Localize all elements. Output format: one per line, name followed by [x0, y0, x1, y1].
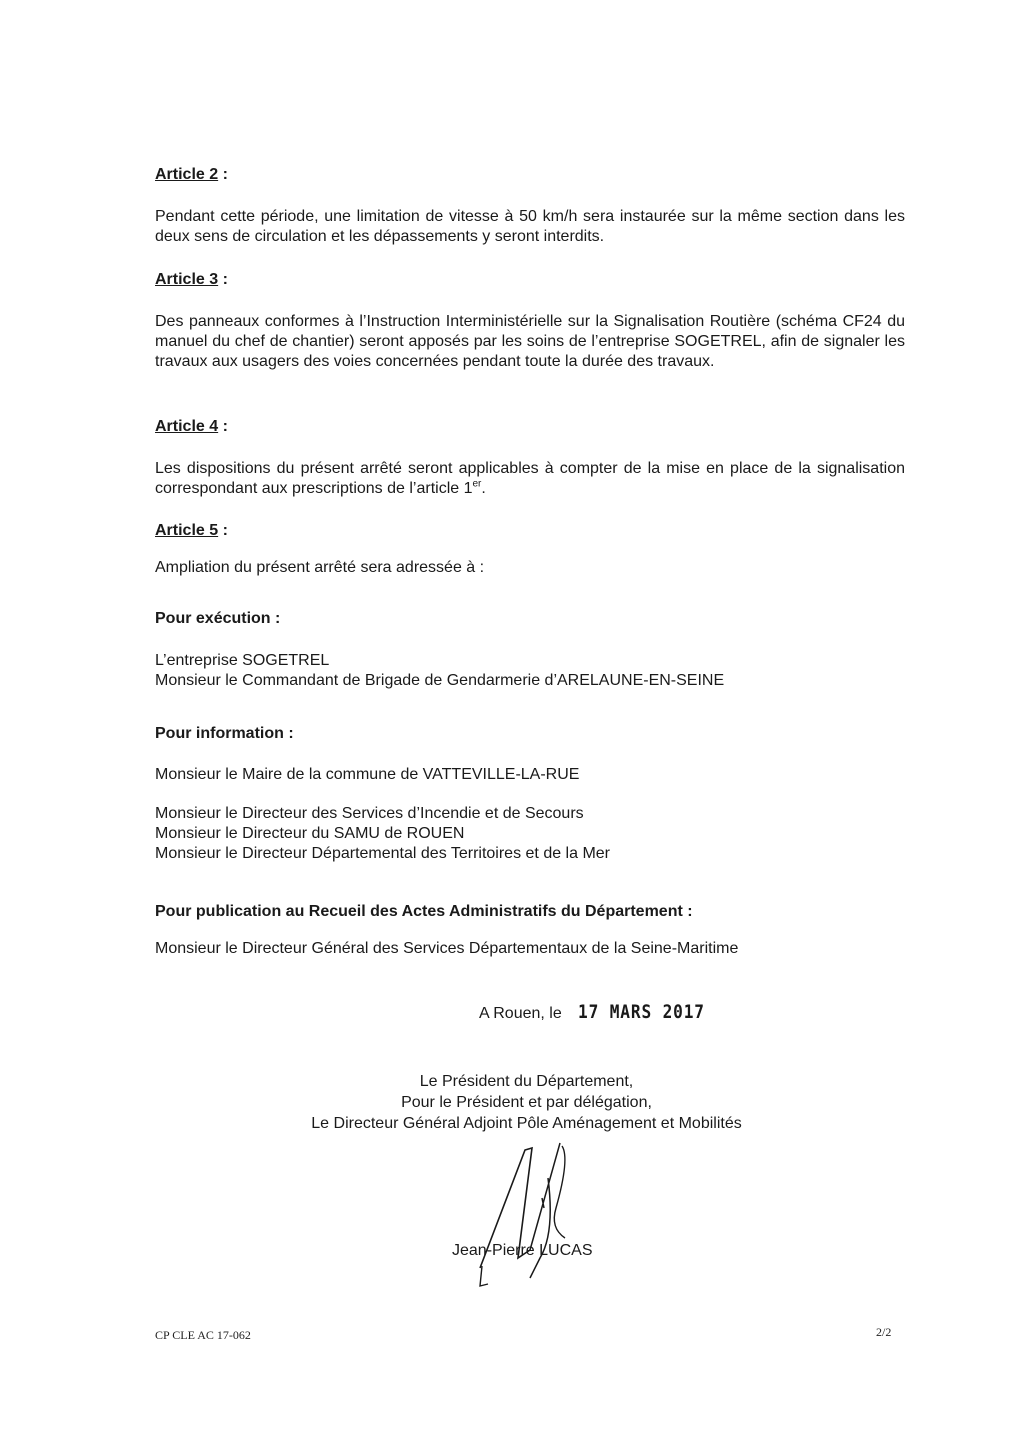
publication-section [155, 902, 905, 959]
article-2-text: Pendant cette période, une limitation de vitesse à 50 km/h sera instaurée sur la même section dans les deux sens de circulation et les dépassements y seront interdits. [155, 208, 905, 245]
execution-section [155, 609, 905, 691]
recipient-line: L’entreprise SOGETREL [155, 652, 330, 669]
recipient-line: Monsieur le Directeur du SAMU de ROUEN [155, 825, 465, 842]
recipient-line: Monsieur le Directeur Départemental des Territoires et de la Mer [155, 845, 611, 862]
information-heading: Pour information : [155, 725, 294, 742]
article-5-title: Article 5 [155, 522, 219, 539]
signatory-title: Le Président du Département, [419, 1073, 634, 1090]
page-number: 2/2 [876, 1325, 892, 1339]
date-stamp: 17 MARS 2017 [578, 1001, 706, 1023]
recipient-line: Monsieur le Directeur des Services d’Incendie et de Secours [155, 805, 584, 822]
execution-heading: Pour exécution : [155, 610, 281, 627]
article-4: Article 4 : Les dispositions du présent arrêté seront applicables à compter de la mise en place de la signalisation correspondant aux prescriptions de l’article 1er. [155, 418, 905, 497]
recipient-line: Monsieur le Commandant de Brigade de Gendarmerie d’ARELAUNE-EN-SEINE [155, 672, 725, 689]
article-5: Article 5 : Ampliation du présent arrêté sera adressée à : [155, 521, 905, 578]
article-5-text: Ampliation du présent arrêté sera adressée à : [155, 559, 485, 576]
execution-list [155, 651, 905, 691]
place-date [479, 1001, 727, 1023]
publication-heading: Pour publication au Recueil des Actes Administratifs du Département : [155, 903, 693, 920]
article-4-title: Article 4 [155, 418, 219, 435]
article-3-text: Des panneaux conformes à l’Instruction Interministérielle sur la Signalisation Routière (schéma CF24 du manuel du chef de chantier) seront apposés par les soins de l’entreprise SOGETREL, afin de signaler les travaux aux usagers des voies concernées pendant toute la durée des travaux. [155, 313, 905, 370]
place-label: A Rouen, le [479, 1005, 562, 1022]
article-2: Article 2 : Pendant cette période, une limitation de vitesse à 50 km/h sera instaurée sur la même section dans les deux sens de circulation et les dépassements y seront interdits. [155, 166, 905, 245]
article-3: Article 3 : Des panneaux conformes à l’Instruction Interministérielle sur la Signalisation Routière (schéma CF24 du manuel du chef de chantier) seront apposés par les soins de l’entreprise SOGETREL, afin de signaler les travaux aux usagers des voies concernées pendant toute la durée des travaux. [155, 271, 905, 370]
article-2-title: Article 2 [155, 166, 219, 183]
document-reference: CP CLE AC 17-062 [155, 1328, 251, 1342]
recipient-line: Monsieur le Directeur Général des Services Départementaux de la Seine-Maritime [155, 940, 739, 957]
signature [470, 1138, 610, 1288]
signatory-role: Le Directeur Général Adjoint Pôle Aménagement et Mobilités [311, 1115, 742, 1132]
signatory-name: Jean-Pierre LUCAS [452, 1242, 593, 1259]
article-4-text: Les dispositions du présent arrêté seront applicables à compter de la mise en place de la signalisation correspondant aux prescriptions de l’article 1er. [155, 460, 905, 497]
article-3-title: Article 3 [155, 271, 219, 288]
signatory-delegation: Pour le Président et par délégation, [401, 1094, 652, 1111]
information-list [155, 804, 905, 864]
recipient-line: Monsieur le Maire de la commune de VATTEVILLE-LA-RUE [155, 766, 580, 783]
signatory-block [270, 1071, 783, 1134]
information-section [155, 724, 905, 864]
